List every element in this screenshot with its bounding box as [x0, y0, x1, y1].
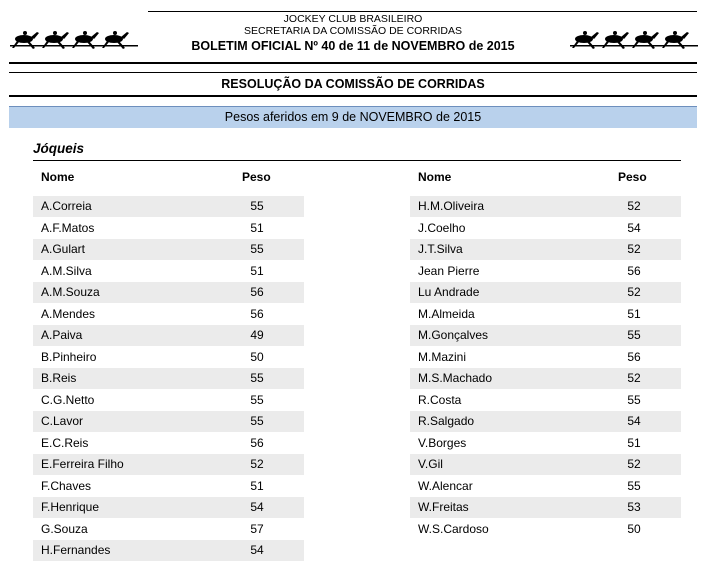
jockey-weight: 55: [250, 392, 264, 407]
jockey-weight: 56: [250, 306, 264, 321]
jockey-name: H.M.Oliveira: [418, 199, 485, 213]
jockey-name: C.G.Netto: [41, 392, 95, 407]
jockey-weight: 55: [627, 392, 641, 407]
table-row: [410, 261, 681, 282]
table-row: [33, 540, 304, 561]
table-row: [410, 411, 681, 432]
jockey-name: E.Ferreira Filho: [41, 457, 124, 471]
jockey-weight: 52: [250, 457, 264, 471]
table-row: [33, 368, 304, 389]
jockey-name: R.Costa: [418, 392, 462, 407]
jockey-name: A.M.Souza: [41, 285, 100, 299]
table-row: [33, 218, 304, 239]
weigh-date-banner: Pesos aferidos em 9 de NOVEMBRO de 2015: [9, 106, 697, 128]
jockey-name: B.Reis: [41, 371, 77, 385]
left-weight-header: Peso: [242, 170, 271, 184]
jockey-weight: 56: [627, 349, 641, 364]
left-name-header: Nome: [41, 170, 75, 184]
jockey-weight: 52: [627, 285, 641, 299]
table-row: [33, 261, 304, 282]
jockey-weight: 56: [627, 263, 641, 278]
jockey-name: Jean Pierre: [418, 263, 480, 278]
jockey-name: V.Borges: [418, 435, 467, 450]
jockey-name: J.Coelho: [418, 220, 466, 235]
jockey-name: G.Souza: [41, 521, 88, 536]
jockey-name: A.Paiva: [41, 328, 83, 342]
jockey-name: M.Gonçalves: [418, 328, 489, 342]
table-row: [410, 218, 681, 239]
jockey-name: R.Salgado: [418, 414, 475, 428]
jockey-weight: 51: [250, 220, 264, 235]
table-row: [33, 325, 304, 346]
jockey-weight: 50: [627, 521, 641, 536]
resolution-title: RESOLUÇÃO DA COMISSÃO DE CORRIDAS: [221, 77, 485, 91]
jockey-weight: 54: [627, 414, 641, 428]
jockey-weight: 55: [627, 478, 641, 493]
table-row: [410, 196, 681, 217]
jockey-weight: 57: [250, 521, 264, 536]
jockey-weight: 52: [627, 199, 641, 213]
jockey-name: W.Alencar: [418, 478, 473, 493]
club-name: JOCKEY CLUB BRASILEIRO: [283, 13, 423, 25]
table-row: [33, 282, 304, 303]
jockey-name: F.Chaves: [41, 478, 92, 493]
table-row: [33, 347, 304, 368]
jockey-name: M.S.Machado: [418, 371, 493, 385]
jockey-name: H.Fernandes: [41, 543, 111, 557]
secretariat-name: SECRETARIA DA COMISSÃO DE CORRIDAS: [243, 25, 462, 37]
table-row: [33, 390, 304, 411]
jockey-weight: 50: [250, 349, 264, 364]
table-row: [33, 497, 304, 518]
table-row: [33, 519, 304, 540]
jockey-weight: 51: [250, 263, 264, 278]
table-row: [410, 433, 681, 454]
table-row: [410, 239, 681, 260]
table-row: [410, 282, 681, 303]
racing-horses-logo-right: [570, 27, 698, 53]
jockey-weight: 49: [250, 328, 264, 342]
table-row: [410, 368, 681, 389]
jockey-name: M.Mazini: [418, 349, 467, 364]
band-top-rule: [9, 72, 697, 73]
header-bottom-rule: [9, 62, 697, 64]
jockey-name: C.Lavor: [41, 414, 84, 428]
right-weight-header: Peso: [618, 170, 647, 184]
jockey-weight: 52: [627, 371, 641, 385]
jockey-weight: 51: [250, 478, 264, 493]
jockey-weight: 52: [627, 242, 641, 256]
jockey-weight: 54: [627, 220, 641, 235]
jockey-name: A.Gulart: [41, 242, 86, 256]
jockey-weight: 55: [250, 371, 264, 385]
jockey-name: M.Almeida: [418, 306, 475, 321]
table-row: [33, 196, 304, 217]
jockey-name: V.Gil: [418, 457, 443, 471]
table-row: [410, 325, 681, 346]
table-row: [410, 519, 681, 540]
jockey-name: A.Correia: [41, 199, 92, 213]
table-row: [410, 476, 681, 497]
table-row: [33, 476, 304, 497]
table-row: [33, 239, 304, 260]
section-title: Jóqueis: [33, 141, 85, 156]
band-bottom-rule: [9, 95, 697, 97]
jockey-weight: 56: [250, 435, 264, 450]
jockey-weight: 54: [250, 543, 264, 557]
jockey-weight: 51: [627, 435, 641, 450]
jockey-name: Lu Andrade: [418, 285, 480, 299]
jockey-weight: 54: [250, 500, 264, 514]
table-row: [33, 411, 304, 432]
jockey-name: A.F.Matos: [41, 220, 95, 235]
jockey-weight: 55: [250, 199, 264, 213]
section-rule: [33, 160, 681, 161]
racing-horses-logo-left: [10, 27, 138, 53]
table-row: [410, 347, 681, 368]
jockey-weight: 53: [627, 500, 641, 514]
table-row: [410, 304, 681, 325]
table-row: [410, 497, 681, 518]
header-top-rule: [148, 11, 697, 12]
jockey-name: J.T.Silva: [418, 242, 463, 256]
jockey-weight: 55: [627, 328, 641, 342]
jockey-name: W.Freitas: [418, 500, 469, 514]
bulletin-title: BOLETIM OFICIAL Nº 40 de 11 de NOVEMBRO de 2015: [191, 39, 515, 53]
table-row: [410, 390, 681, 411]
jockey-weight: 52: [627, 457, 641, 471]
table-row: [33, 304, 304, 325]
jockey-name: A.Mendes: [41, 306, 96, 321]
right-name-header: Nome: [418, 170, 452, 184]
jockey-weight: 56: [250, 285, 264, 299]
jockey-weight: 55: [250, 414, 264, 428]
table-row: [33, 433, 304, 454]
table-row: [33, 454, 304, 475]
jockey-name: E.C.Reis: [41, 435, 89, 450]
jockey-weight: 55: [250, 242, 264, 256]
jockey-name: B.Pinheiro: [41, 349, 97, 364]
jockey-name: A.M.Silva: [41, 263, 92, 278]
jockey-name: F.Henrique: [41, 500, 100, 514]
jockey-name: W.S.Cardoso: [418, 521, 489, 536]
jockey-weight: 51: [627, 306, 641, 321]
table-row: [410, 454, 681, 475]
